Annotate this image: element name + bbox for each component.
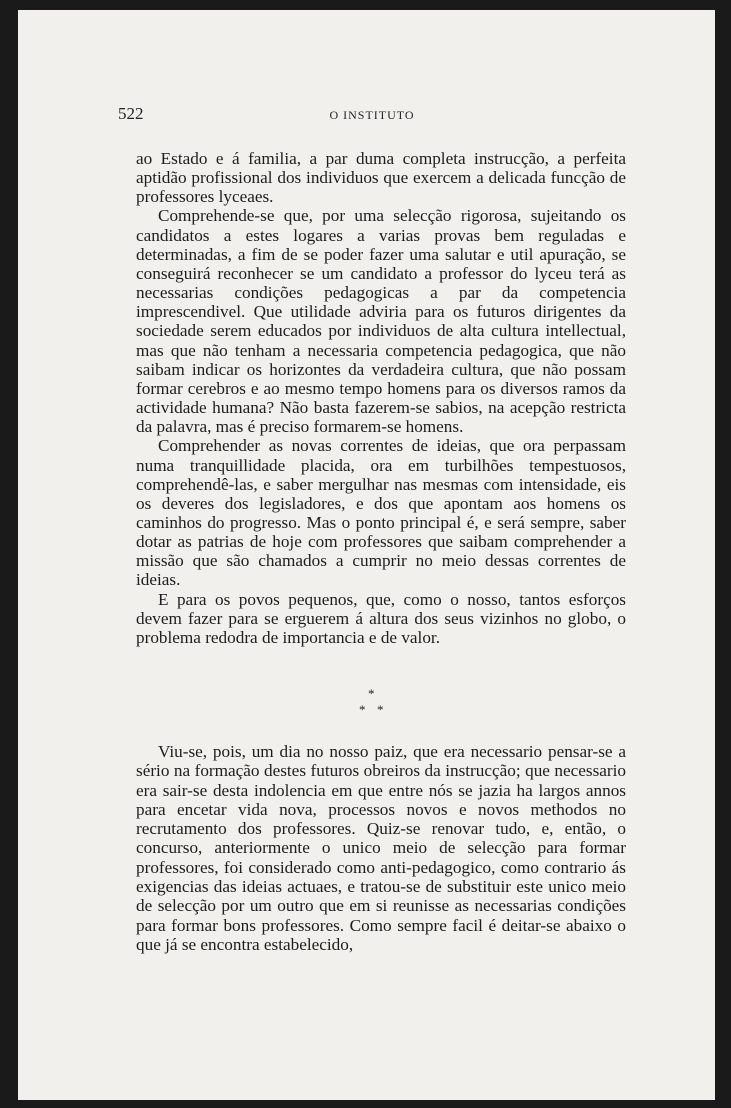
page-number: 522 — [118, 104, 144, 123]
body-text-lower — [136, 742, 626, 954]
paragraph: Viu-se, pois, um dia no nosso paiz, que era necessario pensar-se a sério na formação destes futuros obreiros da instrucção; que necessario era sair-se desta indolencia em que entre nós se jazia ha largos annos para encetar vida nova, processos novos e novos methodos no recrutamento dos professores. Quiz-se renovar tudo, e, então, o concurso, anteriormente o unico meio de selecção para formar professores, foi considerado como anti-pedagogico, como contrario ás exigencias das ideias actuaes, e tratou-se de substituir este unico meio de selecção por um outro que em si reunisse as necessarias condições para formar bons professores. Como sempre facil é deitar-se abaixo o que já se encontra estabelecido, — [136, 742, 626, 954]
paragraph: Comprehende-se que, por uma selecção rigorosa, sujeitando os candidatos a estes logares a varias provas bem reguladas e determinadas, a fim de se poder fazer uma salutar e util apuração, se conseguirá reconhecer se um candidato a professor do lyceu terá as necessarias condições pedagogicas a par da competencia imprescendivel. Que utilidade adviria para os futuros dirigentes da sociedade serem educados por individuos de alta cultura intellectual, mas que não tenham a necessaria competencia pedagogica, que não saibam indicar os horizontes da verdadeira cultura, que não possam formar cerebros e ao mesmo tempo homens para os diversos ramos da actividade humana? Não basta fazerem-se sabios, na acepção restricta da palavra, mas é preciso formarem-se homens. — [136, 206, 626, 437]
paragraph: ao Estado e á familia, a par duma completa instrucção, a perfeita aptidão profissional dos individuos que exercem a delicada funcção de professores lyceaes. — [136, 149, 626, 207]
paragraph: E para os povos pequenos, que, como o nosso, tantos esforços devem fazer para se erguerem á altura dos seus vizinhos no globo, o problema redodra de importancia e de valor. — [136, 589, 626, 647]
page-header — [118, 104, 626, 130]
asterisk-icon: * — [377, 702, 384, 717]
asterisk-icon: * — [359, 702, 366, 717]
body-text-upper — [136, 149, 626, 647]
running-title: O INSTITUTO — [329, 108, 415, 122]
paragraph: Comprehender as novas correntes de ideias, que ora perpassam numa tranquillidade placida, ora em turbilhões tempestuosos, comprehendê-las, e saber mergulhar nas mesmas com intensidade, eis os deveres dos legisladores, e dos que apontam aos homens os caminhos do progresso. Mas o ponto principal é, e será sempre, saber dotar as patrias de hoje com professores que saibam comprehender a missão que são chamados a cumprir no meio dessas correntes de ideias. — [136, 436, 626, 590]
asterisk-icon: * — [368, 686, 375, 701]
section-separator — [340, 686, 400, 726]
